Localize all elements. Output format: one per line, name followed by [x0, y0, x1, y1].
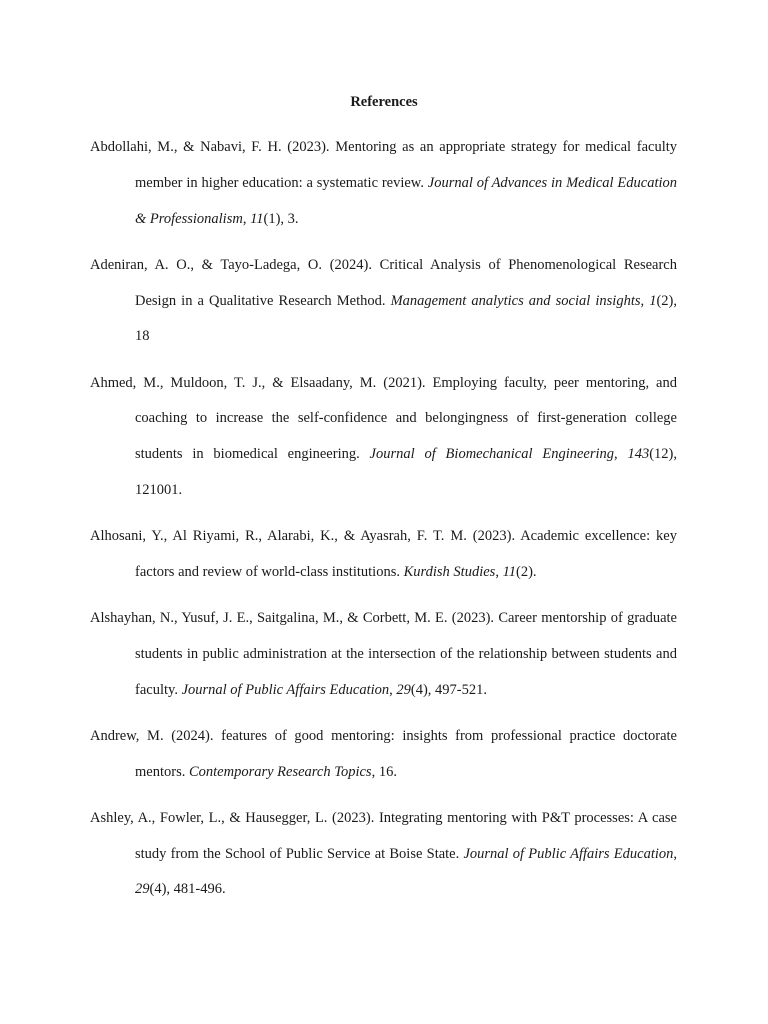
reference-text: Ahmed, M., Muldoon, T. J., & Elsaadany, M. (2021). Employing faculty, peer mentoring, and coaching to increase the self-confidence and belongingness of first-generation college students in biomedical engineering.: [90, 374, 677, 463]
reference-separator: ,: [495, 563, 503, 580]
reference-issue-pages: (2).: [516, 563, 537, 580]
reference-text: Alhosani, Y., Al Riyami, R., Alarabi, K., & Ayasrah, F. T. M. (2023). Academic excellence: key factors and review of world-class institutions.: [90, 528, 677, 580]
reference-text: Alshayhan, N., Yusuf, J. E., Saitgalina, M., & Corbett, M. E. (2023). Career mentorship of graduate students in public administration at the intersection of the relationship between students and faculty.: [90, 610, 677, 698]
reference-list: [90, 130, 677, 919]
reference-entry: [90, 366, 677, 509]
reference-journal: Kurdish Studies: [403, 563, 496, 580]
references-heading: References: [350, 94, 418, 110]
reference-issue-pages: (1), 3.: [263, 210, 299, 227]
reference-issue-pages: 16.: [378, 763, 397, 780]
reference-journal: Journal of Public Affairs Education: [181, 681, 390, 698]
reference-entry: [90, 719, 677, 791]
reference-entry: [90, 601, 677, 708]
reference-separator: ,: [614, 446, 628, 463]
reference-text: Andrew, M. (2024). features of good mentoring: insights from professional practice doctorate mentors.: [90, 727, 677, 780]
reference-volume: 1: [649, 292, 657, 309]
reference-separator: ,: [371, 763, 379, 780]
reference-separator: ,: [389, 681, 397, 698]
reference-issue-pages: (4), 497-521.: [410, 681, 488, 698]
reference-separator: ,: [242, 210, 251, 227]
reference-separator: ,: [673, 845, 677, 862]
reference-volume: 29: [135, 881, 150, 898]
reference-volume: 29: [396, 681, 411, 698]
reference-journal: Journal of Advances in Medical Education & Professionalism: [135, 174, 677, 227]
reference-entry: [90, 130, 677, 237]
reference-volume: 143: [627, 446, 650, 463]
reference-separator: ,: [640, 292, 650, 309]
reference-entry: [90, 248, 677, 355]
reference-journal: Management analytics and social insights: [390, 292, 641, 309]
reference-entry: [90, 801, 677, 908]
reference-volume: 11: [502, 563, 516, 580]
reference-journal: Journal of Public Affairs Education: [463, 845, 674, 862]
reference-entry: [90, 519, 677, 591]
reference-volume: 11: [250, 210, 264, 227]
reference-issue-pages: (12), 121001.: [135, 446, 677, 498]
reference-text: Ashley, A., Fowler, L., & Hausegger, L. (2023). Integrating mentoring with P&T processes: A case study from the School of Public Service at Boise State.: [90, 809, 677, 862]
reference-issue-pages: (4), 481-496.: [149, 881, 226, 898]
reference-text: Abdollahi, M., & Nabavi, F. H. (2023). Mentoring as an appropriate strategy for medical faculty member in higher education: a systematic review.: [90, 139, 677, 191]
reference-text: Adeniran, A. O., & Tayo-Ladega, O. (2024). Critical Analysis of Phenomenological Research Design in a Qualitative Research Method.: [90, 256, 677, 309]
reference-journal: Contemporary Research Topics: [188, 763, 372, 780]
reference-journal: Journal of Biomechanical Engineering: [369, 446, 615, 463]
reference-issue-pages: (2), 18: [135, 292, 678, 345]
